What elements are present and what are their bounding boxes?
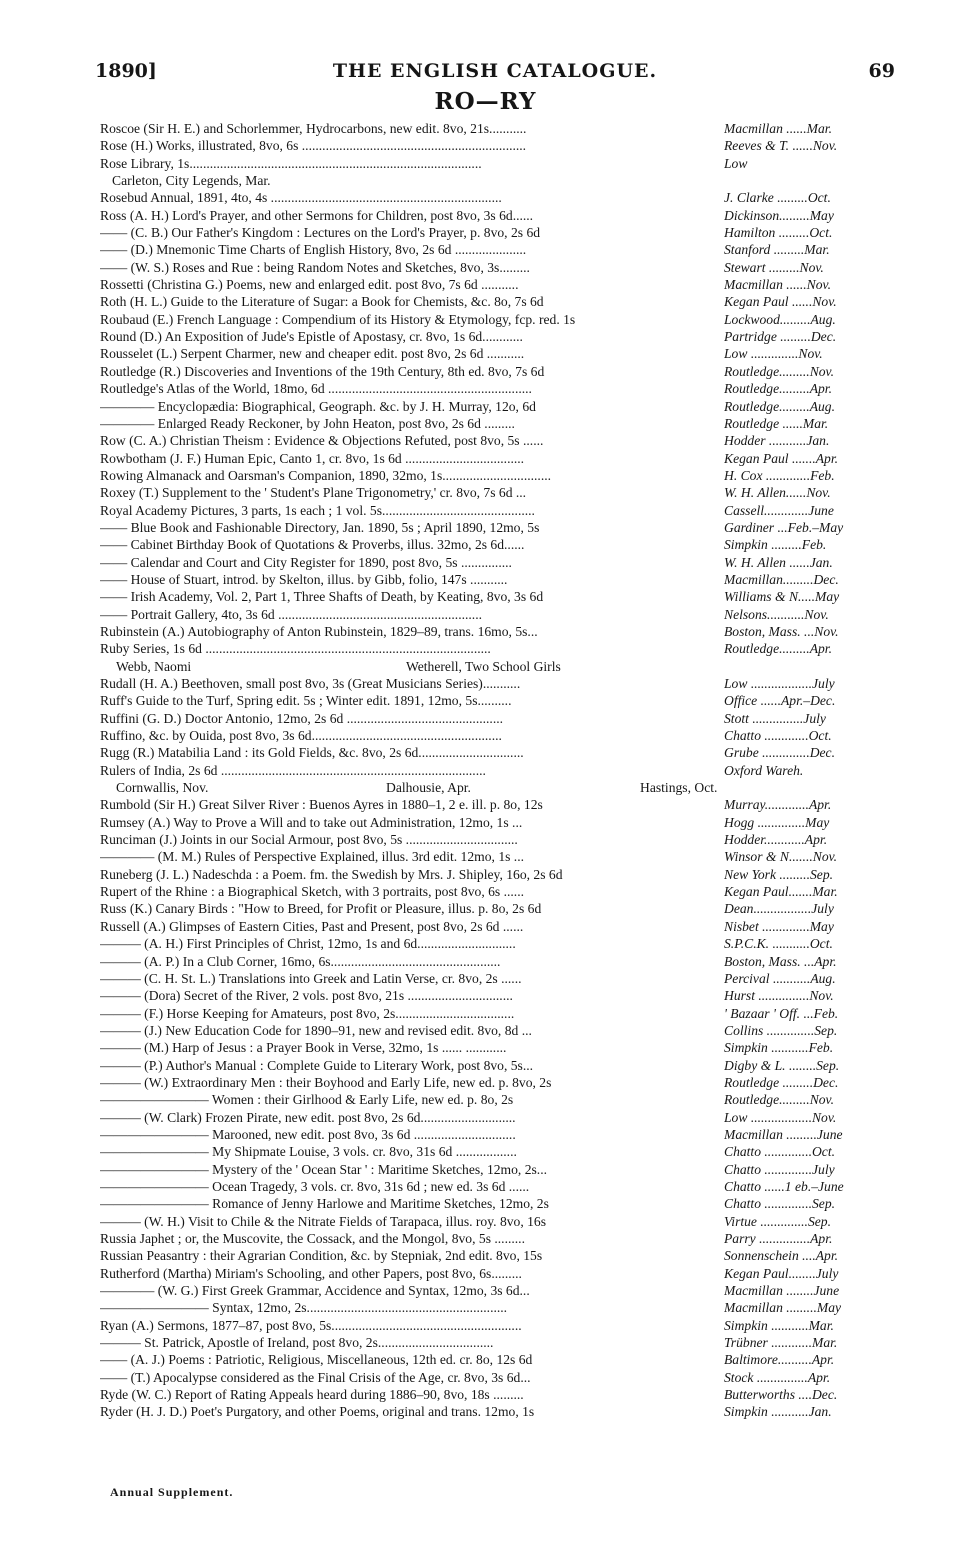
entry-title: —— Blue Book and Fashionable Directory, Jan. 1890, 5s ; April 1890, 12mo, 5s [100,519,540,535]
catalogue-entries [100,120,896,1421]
entry-title: Routledge (R.) Discoveries and Inventions of the 19th Century, 8th ed. 8vo, 7s 6d [100,363,545,379]
entry-publisher: Simpkin ...........Mar. [724,1317,834,1333]
entry-title: Roxey (T.) Supplement to the ' Student's Plane Trigonometry,' cr. 8vo, 7s 6d ... [100,485,527,501]
header-year: 1890] [95,60,157,82]
catalogue-entry [100,935,896,952]
entry-publisher: Boston, Mass. ...Apr. [724,953,837,969]
entry-publisher: W. H. Allen......Nov. [724,485,831,501]
entry-title: ——— (C. H. St. L.) Translations into Greek and Latin Verse, cr. 8vo, 2s ...... [100,970,522,986]
entry-title: Rossetti (Christina G.) Poems, new and enlarged edit. post 8vo, 7s 6d ........... [100,277,519,293]
entry-title: —— Calendar and Court and City Register for 1890, post 8vo, 5s ............... [100,554,512,570]
entry-publisher: Macmillan ......Nov. [724,277,831,293]
entry-publisher: Reeves & T. ......Nov. [724,138,838,154]
catalogue-entry [100,796,896,813]
entry-title: —— (A. J.) Poems : Patriotic, Religious, Miscellaneous, 12th ed. cr. 8o, 12s 6d [100,1352,533,1368]
entry-publisher: Boston, Mass. ...Nov. [724,623,839,639]
entry-publisher: W. H. Allen ......Jan. [724,554,833,570]
entry-publisher: Gardiner ...Feb.–May [724,519,844,535]
catalogue-entry [100,918,896,935]
catalogue-entry [100,363,896,380]
entry-title: ——— (W.) Extraordinary Men : their Boyhood and Early Life, new ed. p. 8vo, 2s [100,1074,552,1090]
entry-publisher: Low ..................Nov. [724,1109,837,1125]
entry-publisher: Routledge.........Apr. [724,381,832,397]
catalogue-entry [100,1334,896,1351]
entry-title: Rulers of India, 2s 6d .............................................................................. [100,762,486,778]
entry-title: Runeberg (J. L.) Nadeschda : a Poem. fm. the Swedish by Mrs. J. Shipley, 16o, 2s 6d [100,866,563,882]
entry-publisher: Cassell.............June [724,502,834,518]
entry-title: Rose (H.) Works, illustrated, 8vo, 6s .................................................................. [100,138,527,154]
entry-title: ———————— Marooned, new edit. post 8vo, 3s 6d .............................. [100,1126,516,1142]
entry-title: Row (C. A.) Christian Theism : Evidence & Objections Refuted, post 8vo, 5s ...... [100,433,544,449]
entry-title: ——— (J.) New Education Code for 1890–91, new and revised edit. 8vo, 8d ... [100,1022,532,1038]
entry-publisher: Partridge .........Dec. [724,329,837,345]
catalogue-entry [100,1109,896,1126]
catalogue-entry [100,450,896,467]
catalogue-entry [100,692,896,709]
catalogue-entry [100,137,896,154]
entry-title: Rupert of the Rhine : a Biographical Sketch, with 3 portraits, post 8vo, 6s ...... [100,884,524,900]
entry-title: Russell (A.) Glimpses of Eastern Cities, Past and Present, post 8vo, 2s 6d ...... [100,918,524,934]
entry-title: Roscoe (Sir H. E.) and Schorlemmer, Hydrocarbons, new edit. 8vo, 21s........... [100,121,527,136]
catalogue-entry [100,1265,896,1282]
catalogue-entry [100,502,896,519]
entry-publisher: Dickinson.........May [724,207,834,223]
catalogue-entry [100,467,896,484]
entry-publisher: Routledge ......Mar. [724,415,829,431]
entry-publisher: Macmillan .........June [724,1126,843,1142]
entry-title: Rosebud Annual, 1891, 4to, 4s .................................................................... [100,190,502,206]
entry-title: ——— (A. H.) First Principles of Christ, 12mo, 1s and 6d............................. [100,936,516,952]
catalogue-entry [100,1247,896,1264]
entry-title: —— House of Stuart, introd. by Skelton, illus. by Gibb, folio, 147s ........... [100,571,508,587]
entry-title: Russia Japhet ; or, the Muscovite, the Cossack, and the Mongol, 8vo, 5s ......... [100,1231,525,1246]
entry-publisher: ' Bazaar ' Off. ...Feb. [724,1005,839,1021]
entry-publisher: Oxford Wareh. [724,762,804,778]
catalogue-entry [100,1213,896,1230]
catalogue-entry [100,970,896,987]
catalogue-entry [100,1091,896,1108]
catalogue-entry [100,1143,896,1160]
entry-title: Rumbold (Sir H.) Great Silver River : Buenos Ayres in 1880–1, 2 e. ill. p. 8o, 12s [100,797,543,813]
entry-publisher: Chatto ..............Sep. [724,1196,836,1212]
section-range: RO—RY [434,88,537,115]
entry-publisher: Williams & N.....May [724,589,840,605]
entry-title: Rubinstein (A.) Autobiography of Anton Rubinstein, 1829–89, trans. 16mo, 5s... [100,623,538,639]
entry-title: ——— (M.) Harp of Jesus : a Prayer Book in Verse, 32mo, 1s ...... ............ [100,1040,507,1056]
catalogue-entry [100,432,896,449]
catalogue-entry [100,120,896,137]
entry-publisher: Grube ..............Dec. [724,745,835,761]
entry-publisher: Butterworths ....Dec. [724,1387,838,1403]
catalogue-entry [100,311,896,328]
entry-publisher: Stott ...............July [724,710,826,726]
catalogue-entry [100,1039,896,1056]
entry-title: Rowbotham (J. F.) Human Epic, Canto 1, cr. 8vo, 1s 6d ................................... [100,450,525,466]
catalogue-entry [100,189,896,206]
entry-publisher: Baltimore..........Apr. [724,1352,835,1368]
entry-publisher: J. Clarke .........Oct. [724,190,831,206]
catalogue-entry [100,866,896,883]
catalogue-entry [100,883,896,900]
entry-publisher: Virtue ..............Sep. [724,1213,831,1229]
entry-publisher: Simpkin ...........Feb. [724,1040,834,1056]
entry-publisher: Percival ...........Aug. [724,970,836,986]
entry-publisher: Routledge.........Apr. [724,641,832,657]
catalogue-entry [100,1005,896,1022]
series-sub-entries [100,779,896,796]
series-sub-item: Hastings, Oct. [640,780,718,796]
entry-publisher: Chatto ..............Oct. [724,1144,836,1160]
entry-title: ———————— Ocean Tragedy, 3 vols. cr. 8vo, 31s 6d ; new ed. 3s 6d ...... [100,1178,530,1194]
catalogue-entry [100,1299,896,1316]
catalogue-entry [100,415,896,432]
entry-title: Rose Library, 1s...................................................................................... [100,155,482,171]
catalogue-entry [100,1022,896,1039]
catalogue-entry [100,900,896,917]
entry-title: ——— (F.) Horse Keeping for Amateurs, post 8vo, 2s................................... [100,1005,515,1021]
page-number: 69 [868,60,895,82]
entry-publisher: Stewart .........Nov. [724,259,824,275]
entry-title: Ruffini (G. D.) Doctor Antonio, 12mo, 2s 6d .............................................. [100,710,504,726]
entry-title: —— Irish Academy, Vol. 2, Part 1, Three Shafts of Death, by Keating, 8vo, 3s 6d [100,589,544,605]
entry-title: Roubaud (E.) French Language : Compendium of its History & Etymology, fcp. red. 1s [100,311,576,327]
entry-publisher: Macmillan ........June [724,1283,840,1299]
entry-publisher: Winsor & N.......Nov. [724,849,838,865]
entry-publisher: Hodder............Apr. [724,832,828,848]
catalogue-entry [100,848,896,865]
entry-publisher: Routledge.........Nov. [724,363,834,379]
series-sub-item: Wetherell, Two School Girls [406,658,561,674]
entry-publisher: Simpkin ...........Jan. [724,1404,832,1420]
entry-title: ———— (W. G.) First Greek Grammar, Accidence and Syntax, 12mo, 3s 6d... [100,1283,530,1299]
entry-title: Russ (K.) Canary Birds : "How to Breed, for Profit or Pleasure, illus. p. 8o, 2s 6d [100,901,542,917]
entry-publisher: Collins ..............Sep. [724,1022,838,1038]
catalogue-entry [100,1057,896,1074]
entry-publisher-empty [724,779,896,796]
entry-title: Russian Peasantry : their Agrarian Condition, &c. by Stepniak, 2nd edit. 8vo, 15s [100,1248,543,1264]
catalogue-entry [100,519,896,536]
catalogue-entry [100,536,896,553]
entry-title: ———————— My Shipmate Louise, 3 vols. cr. 8vo, 31s 6d .................. [100,1144,517,1160]
entry-publisher: Macmillan .........May [724,1300,842,1316]
entry-title: ——— (A. P.) In a Club Corner, 16mo, 6s.................................................. [100,953,501,969]
entry-publisher: Trübner ............Mar. [724,1335,838,1351]
catalogue-entry [100,328,896,345]
entry-title: ——— (Dora) Secret of the River, 2 vols. post 8vo, 21s ............................... [100,988,513,1004]
series-sub-item: Dalhousie, Apr. [386,780,471,796]
entry-title: ———— Enlarged Ready Reckoner, by John Heaton, post 8vo, 2s 6d ......... [100,415,515,431]
entry-title: —— Portrait Gallery, 4to, 3s 6d ............................................................ [100,606,482,622]
entry-title: Royal Academy Pictures, 3 parts, 1s each ; 1 vol. 5s............................................. [100,502,535,518]
catalogue-entry [100,1230,896,1247]
catalogue-entry [100,1074,896,1091]
catalogue-entry [100,224,896,241]
entry-publisher: Low [724,155,748,171]
catalogue-entry [100,623,896,640]
entry-title: Ryde (W. C.) Report of Rating Appeals heard during 1886–90, 8vo, 18s ......... [100,1387,524,1403]
entry-title: ——— (W. Clark) Frozen Pirate, new edit. post 8vo, 2s 6d............................ [100,1109,516,1125]
catalogue-entry [100,554,896,571]
catalogue-entry [100,571,896,588]
entry-publisher: Hurst ...............Nov. [724,988,834,1004]
catalogue-entry [100,1386,896,1403]
entry-publisher: Hogg ..............May [724,814,830,830]
entry-title: —— Cabinet Birthday Book of Quotations & Proverbs, illus. 32mo, 2s 6d...... [100,537,525,553]
entry-title: ——— (W. H.) Visit to Chile & the Nitrate Fields of Tarapaca, illus. roy. 8vo, 16s [100,1213,547,1229]
entry-publisher: Lockwood.........Aug. [724,311,836,327]
entry-publisher: Routledge .........Dec. [724,1074,839,1090]
entry-title: Ryder (H. J. D.) Poet's Purgatory, and other Poems, original and trans. 12mo, 1s [100,1404,535,1420]
catalogue-entry [100,398,896,415]
entry-publisher: Routledge.........Aug. [724,398,835,414]
series-sub-list [100,779,724,796]
catalogue-entry [100,259,896,276]
catalogue-entry [100,1369,896,1386]
catalogue-entry [100,588,896,605]
entry-title: —— (T.) Apocalypse considered as the Final Crisis of the Age, cr. 8vo, 3s 6d... [100,1369,531,1385]
entry-publisher-empty [724,658,896,675]
series-sub-entries [100,658,896,675]
catalogue-entry [100,1161,896,1178]
catalogue-entry [100,1126,896,1143]
entry-publisher: Hodder ...........Jan. [724,433,830,449]
catalogue-entry [100,1282,896,1299]
entry-title: ——— St. Patrick, Apostle of Ireland, post 8vo, 2s.................................. [100,1335,494,1351]
entry-title: ———— (M. M.) Rules of Perspective Explained, illus. 3rd edit. 12mo, 1s ... [100,849,525,865]
catalogue-entry [100,172,896,189]
entry-publisher: Macmillan.........Dec. [724,571,839,587]
entry-publisher: Parry ...............Apr. [724,1231,833,1246]
entry-publisher: S.P.C.K. ...........Oct. [724,936,833,952]
entry-publisher: Chatto .............Oct. [724,728,832,744]
entry-publisher: Dean.................July [724,901,834,917]
entry-title: Rowing Almanack and Oarsman's Companion, 1890, 32mo, 1s................................ [100,467,552,483]
entry-title: ———— Encyclopædia: Biographical, Geograph. &c. by J. H. Murray, 12o, 6d [100,398,536,414]
entry-publisher: Kegan Paul ......Nov. [724,294,837,310]
entry-title: ———————— Syntax, 12mo, 2s........................................................... [100,1300,508,1316]
entry-publisher: Nisbet ..............May [724,918,834,934]
catalogue-entry [100,380,896,397]
catalogue-entry [100,1403,896,1420]
entry-title: Ruff's Guide to the Turf, Spring edit. 5s ; Winter edit. 1891, 12mo, 5s.......... [100,693,512,709]
entry-publisher: Sonnenschein ....Apr. [724,1248,839,1264]
catalogue-entry [100,814,896,831]
entry-publisher: Kegan Paul .......Apr. [724,450,839,466]
catalogue-entry [100,831,896,848]
entry-publisher [724,172,896,189]
entry-title: Routledge's Atlas of the World, 18mo, 6d ............................................................ [100,381,532,397]
entry-title: Ruffino, &c. by Ouida, post 8vo, 3s 6d........................................................ [100,728,502,744]
entry-publisher: Kegan Paul.......Mar. [724,884,838,900]
catalogue-entry [100,953,896,970]
footer-note: Annual Supplement. [110,1485,234,1499]
entry-title: Rumsey (A.) Way to Prove a Will and to take out Administration, 12mo, 1s ... [100,814,523,830]
catalogue-entry [100,276,896,293]
running-header [95,58,895,88]
entry-title: Round (D.) An Exposition of Jude's Epistle of Apostasy, cr. 8vo, 1s 6d............ [100,329,523,345]
entry-publisher: Macmillan ......Mar. [724,121,832,136]
catalogue-entry [100,1317,896,1334]
series-sub-list [100,658,724,675]
entry-publisher: New York .........Sep. [724,866,834,882]
entry-publisher: Chatto ..............July [724,1161,835,1177]
entry-publisher: Stanford .........Mar. [724,242,830,258]
entry-title: Rugg (R.) Matabilia Land : its Gold Fields, &c. 8vo, 2s 6d............................... [100,745,524,761]
series-sub-item: Webb, Naomi [116,658,192,674]
entry-publisher: Chatto ......1 eb.–June [724,1178,844,1194]
entry-publisher: Digby & L. ........Sep. [724,1057,840,1073]
entry-title: ———————— Women : their Girlhood & Early Life, new ed. p. 8o, 2s [100,1092,514,1108]
catalogue-entry [100,710,896,727]
catalogue-entry [100,1178,896,1195]
entry-title: Rudall (H. A.) Beethoven, small post 8vo, 3s (Great Musicians Series)........... [100,676,521,691]
catalogue-entry [100,1351,896,1368]
catalogue-entry [100,640,896,657]
entry-publisher: Stock ...............Apr. [724,1369,831,1385]
entry-title: Ryan (A.) Sermons, 1877–87, post 8vo, 5s........................................................ [100,1317,522,1333]
entry-title: —— (C. B.) Our Father's Kingdom : Lectures on the Lord's Prayer, p. 8vo, 2s 6d [100,225,541,241]
catalogue-entry [100,1195,896,1212]
entry-title: —— (D.) Mnemonic Time Charts of English History, 8vo, 2s 6d ..................... [100,242,527,258]
entry-publisher: Hamilton .........Oct. [724,225,833,241]
entry-title: ——— (P.) Author's Manual : Complete Guide to Literary Work, post 8vo, 5s... [100,1057,534,1073]
catalogue-entry [100,606,896,623]
catalogue-entry [100,675,896,692]
entry-publisher: Low ..............Nov. [724,346,823,362]
catalogue-entry [100,727,896,744]
catalogue-entry [100,987,896,1004]
entry-publisher: Kegan Paul........July [724,1265,839,1281]
catalogue-entry [100,241,896,258]
entry-publisher: Nelsons...........Nov. [724,606,829,622]
catalogue-entry [100,293,896,310]
entry-publisher: Routledge.........Nov. [724,1092,834,1108]
series-sub-item: Cornwallis, Nov. [116,780,209,796]
entry-title: Carleton, City Legends, Mar. [112,173,271,189]
entry-title: Rousselet (L.) Serpent Charmer, new and cheaper edit. post 8vo, 2s 6d ........... [100,346,525,362]
catalogue-entry [100,484,896,501]
entry-title: Roth (H. L.) Guide to the Literature of Sugar: a Book for Chemists, &c. 8o, 7s 6d [100,294,544,310]
entry-publisher: Office ......Apr.–Dec. [724,693,836,709]
catalogue-entry [100,762,896,779]
entry-publisher: Low ..................July [724,676,835,691]
catalogue-entry [100,207,896,224]
catalogue-entry [100,345,896,362]
entry-publisher: H. Cox .............Feb. [724,467,835,483]
entry-title: Ruby Series, 1s 6d .................................................................................... [100,641,491,657]
entry-publisher: Simpkin .........Feb. [724,537,827,553]
entry-title: ———————— Romance of Jenny Harlowe and Maritime Sketches, 12mo, 2s [100,1196,549,1212]
entry-title: —— (W. S.) Roses and Rue : being Random Notes and Sketches, 8vo, 3s......... [100,259,530,275]
header-title: THE ENGLISH CATALOGUE. [332,60,658,82]
entry-title: Rutherford (Martha) Miriam's Schooling, and other Papers, post 8vo, 6s......... [100,1265,522,1281]
entry-publisher: Murray.............Apr. [724,797,832,813]
catalogue-entry [100,155,896,172]
catalogue-entry [100,744,896,761]
entry-title: ———————— Mystery of the ' Ocean Star ' : Maritime Sketches, 12mo, 2s... [100,1161,548,1177]
entry-title: Ross (A. H.) Lord's Prayer, and other Sermons for Children, post 8vo, 3s 6d...... [100,207,534,223]
entry-title: Runciman (J.) Joints in our Social Armour, post 8vo, 5s ................................. [100,832,518,848]
